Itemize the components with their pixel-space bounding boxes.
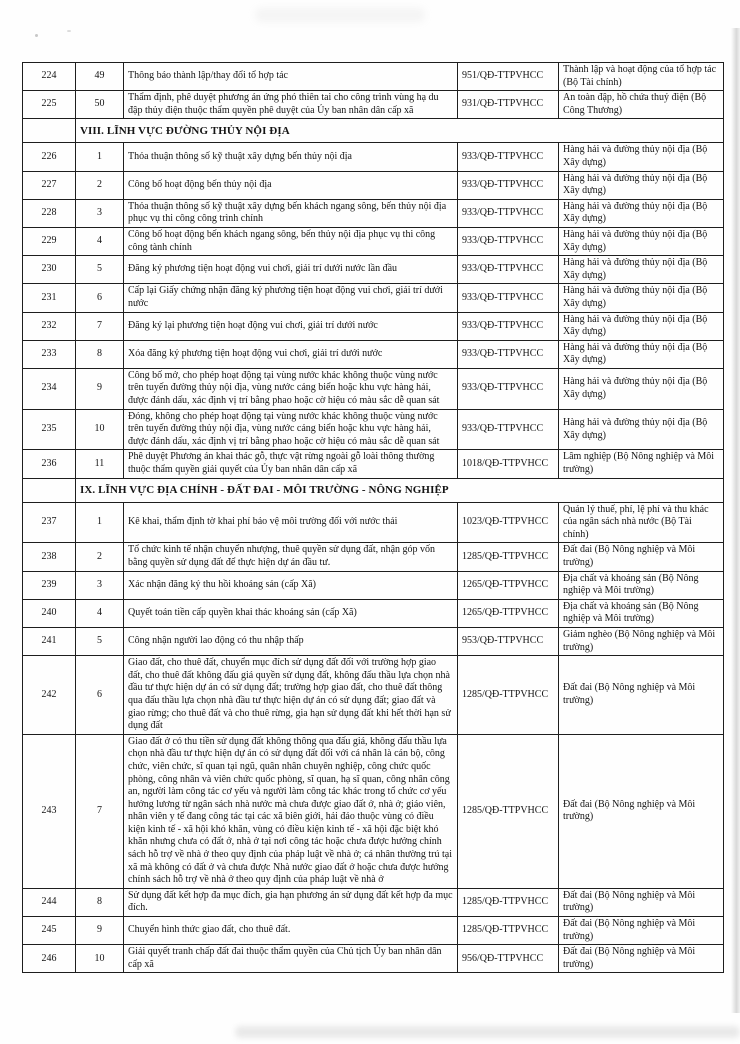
decision-code: 956/QĐ-TTPVHCC (458, 945, 559, 973)
row-number: 240 (23, 599, 76, 627)
scan-smear (235, 1026, 740, 1038)
decision-code: 1285/QĐ-TTPVHCC (458, 888, 559, 916)
procedure-name: Công bố hoạt động bến thủy nội địa (124, 171, 458, 199)
decision-code: 1285/QĐ-TTPVHCC (458, 656, 559, 735)
table-row (23, 888, 724, 916)
row-number: 230 (23, 256, 76, 284)
row-number: 241 (23, 627, 76, 655)
section-title: IX. LĨNH VỰC ĐỊA CHÍNH - ĐẤT ĐAI - MÔI TRƯỜNG - NÔNG NGHIỆP (76, 478, 724, 502)
table-row (23, 450, 724, 478)
row-sub-number: 11 (76, 450, 124, 478)
table-row (23, 143, 724, 171)
table-row (23, 409, 724, 450)
decision-code: 931/QĐ-TTPVHCC (458, 91, 559, 119)
row-sub-number: 8 (76, 888, 124, 916)
row-sub-number: 3 (76, 199, 124, 227)
row-sub-number: 49 (76, 63, 124, 91)
category-field: Thành lập và hoạt động của tổ hợp tác (Bộ Tài chính) (559, 63, 724, 91)
category-field: Quản lý thuế, phí, lệ phí và thu khác của ngân sách nhà nước (Bộ Tài chính) (559, 502, 724, 543)
category-field: An toàn đập, hồ chứa thuỷ điện (Bộ Công Thương) (559, 91, 724, 119)
row-number: 235 (23, 409, 76, 450)
procedure-name: Công bố hoạt động bến khách ngang sông, bến thủy nội địa phục vụ thi công công tành chính (124, 227, 458, 255)
table-row (23, 284, 724, 312)
table-row (23, 63, 724, 91)
decision-code: 933/QĐ-TTPVHCC (458, 256, 559, 284)
procedure-name: Thỏa thuận thông số kỹ thuật xây dựng bến khách ngang sông, bến thủy nội địa phục vụ thi công công trình chính (124, 199, 458, 227)
decision-code: 1285/QĐ-TTPVHCC (458, 734, 559, 888)
row-sub-number: 8 (76, 340, 124, 368)
row-sub-number: 6 (76, 284, 124, 312)
category-field: Hàng hải và đường thủy nội địa (Bộ Xây dựng) (559, 340, 724, 368)
category-field: Hàng hải và đường thủy nội địa (Bộ Xây dựng) (559, 284, 724, 312)
row-number: 229 (23, 227, 76, 255)
section-header-row (23, 119, 724, 143)
category-field: Hàng hải và đường thủy nội địa (Bộ Xây dựng) (559, 312, 724, 340)
decision-code: 933/QĐ-TTPVHCC (458, 340, 559, 368)
row-sub-number: 5 (76, 627, 124, 655)
row-number: 238 (23, 543, 76, 571)
category-field: Lâm nghiệp (Bộ Nông nghiệp và Môi trường) (559, 450, 724, 478)
table-row (23, 340, 724, 368)
procedure-name: Chuyển hình thức giao đất, cho thuê đất. (124, 917, 458, 945)
procedure-name: Đăng ký phương tiện hoạt động vui chơi, giải trí dưới nước lần đầu (124, 256, 458, 284)
decision-code: 933/QĐ-TTPVHCC (458, 368, 559, 409)
row-number: 239 (23, 571, 76, 599)
row-sub-number: 1 (76, 502, 124, 543)
procedure-name: Tổ chức kinh tế nhận chuyển nhượng, thuê quyền sử dụng đất, nhận góp vốn bằng quyền sử dụng đất để thực hiện dự án đầu tư. (124, 543, 458, 571)
table-row (23, 312, 724, 340)
table-row (23, 734, 724, 888)
procedure-name: Quyết toán tiền cấp quyền khai thác khoáng sản (cấp Xã) (124, 599, 458, 627)
procedure-name: Xác nhận đăng ký thu hồi khoáng sản (cấp Xã) (124, 571, 458, 599)
row-number: 233 (23, 340, 76, 368)
decision-code: 1018/QĐ-TTPVHCC (458, 450, 559, 478)
row-number: 236 (23, 450, 76, 478)
procedure-name: Sử dụng đất kết hợp đa mục đích, gia hạn phương án sử dụng đất kết hợp đa mục đích. (124, 888, 458, 916)
section-empty-cell (23, 478, 76, 502)
table-row (23, 227, 724, 255)
row-sub-number: 9 (76, 917, 124, 945)
procedure-name: Công bố mở, cho phép hoạt động tại vùng nước khác không thuộc vùng nước trên tuyến đường thủy nội địa, vùng nước cảng biển hoặc khu vực hàng hải, được đánh dấu, xác định vị trí bằng phao hoặc cờ hiệu có màu sắc dễ quan sát (124, 368, 458, 409)
table-row (23, 171, 724, 199)
row-number: 225 (23, 91, 76, 119)
category-field: Đất đai (Bộ Nông nghiệp và Môi trường) (559, 945, 724, 973)
section-empty-cell (23, 119, 76, 143)
procedure-name: Thông báo thành lập/thay đổi tổ hợp tác (124, 63, 458, 91)
row-sub-number: 2 (76, 171, 124, 199)
procedure-name: Công nhận người lao động có thu nhập thấp (124, 627, 458, 655)
table-row (23, 543, 724, 571)
category-field: Hàng hải và đường thủy nội địa (Bộ Xây dựng) (559, 368, 724, 409)
row-sub-number: 4 (76, 227, 124, 255)
decision-code: 933/QĐ-TTPVHCC (458, 227, 559, 255)
procedures-table (22, 62, 724, 973)
procedure-name: Thẩm định, phê duyệt phương án ứng phó thiên tai cho công trình vùng hạ du đập thủy điện thuộc thẩm quyền phê duyệt của Ủy ban nhân dân cấp xã (124, 91, 458, 119)
row-number: 228 (23, 199, 76, 227)
row-number: 245 (23, 917, 76, 945)
decision-code: 951/QĐ-TTPVHCC (458, 63, 559, 91)
category-field: Hàng hải và đường thủy nội địa (Bộ Xây dựng) (559, 227, 724, 255)
row-sub-number: 10 (76, 945, 124, 973)
table-row (23, 91, 724, 119)
row-number: 243 (23, 734, 76, 888)
procedure-name: Giao đất, cho thuê đất, chuyển mục đích sử dụng đất đối với trường hợp giao đất, cho thuê đất không đấu giá quyền sử dụng đất, không đấu thầu lựa chọn nhà đầu tư thực hiện dự án có sử dụng đất; trường hợp giao đất, cho thuê đất thông qua đấu thầu lựa chọn nhà đầu tư thực hiện dự án có sử dụng đất; giao đất và giao rừng; cho thuê đất và cho thuê rừng, gia hạn sử dụng đất khi hết thời hạn sử dụng đất (124, 656, 458, 735)
decision-code: 1265/QĐ-TTPVHCC (458, 571, 559, 599)
category-field: Đất đai (Bộ Nông nghiệp và Môi trường) (559, 917, 724, 945)
table-row (23, 599, 724, 627)
row-number: 231 (23, 284, 76, 312)
row-number: 237 (23, 502, 76, 543)
decision-code: 933/QĐ-TTPVHCC (458, 143, 559, 171)
row-sub-number: 3 (76, 571, 124, 599)
category-field: Đất đai (Bộ Nông nghiệp và Môi trường) (559, 888, 724, 916)
category-field: Hàng hải và đường thủy nội địa (Bộ Xây dựng) (559, 256, 724, 284)
table-row (23, 656, 724, 735)
decision-code: 1023/QĐ-TTPVHCC (458, 502, 559, 543)
row-number: 226 (23, 143, 76, 171)
category-field: Giảm nghèo (Bộ Nông nghiệp và Môi trường) (559, 627, 724, 655)
row-sub-number: 7 (76, 312, 124, 340)
category-field: Đất đai (Bộ Nông nghiệp và Môi trường) (559, 656, 724, 735)
decision-code: 953/QĐ-TTPVHCC (458, 627, 559, 655)
row-sub-number: 5 (76, 256, 124, 284)
procedure-name: Kê khai, thẩm định tờ khai phí bảo vệ môi trường đối với nước thải (124, 502, 458, 543)
procedure-name: Giao đất ở có thu tiền sử dụng đất không thông qua đấu giá, không đấu thầu lựa chọn nhà đầu tư thực hiện dự án có sử dụng đất đối với cá nhân là cán bộ, công chức, viên chức, sĩ quan tại ngũ, quân nhân chuyên nghiệp, công chức quốc phòng, công nhân và viên chức quốc phòng, sĩ quan, hạ sĩ quan, công nhân công an, người làm công tác cơ yếu và người làm công tác khác trong tổ chức cơ yếu hưởng lương từ ngân sách nhà nước mà chưa được giao đất ở, nhà ở; giáo viên, nhân viên y tế đang công tác tại các xã biên giới, hải đảo thuộc vùng có điều kiện kinh tế - xã hội khó khăn, vùng có điều kiện kinh tế - xã hội đặc biệt khó khăn nhưng chưa có đất ở, nhà ở tại nơi công tác hoặc chưa được hưởng chính sách hỗ trợ về nhà ở theo quy định của pháp luật về nhà ở; cá nhân thường trú tại xã mà không có đất ở và chưa được Nhà nước giao đất ở hoặc chưa được hưởng chính sách hỗ trợ về nhà ở theo quy định của pháp luật về nhà ở (124, 734, 458, 888)
table-row (23, 571, 724, 599)
table-row (23, 199, 724, 227)
category-field: Hàng hải và đường thủy nội địa (Bộ Xây dựng) (559, 171, 724, 199)
category-field: Hàng hải và đường thủy nội địa (Bộ Xây dựng) (559, 143, 724, 171)
procedure-name: Giải quyết tranh chấp đất đai thuộc thẩm quyền của Chủ tịch Ủy ban nhân dân cấp xã (124, 945, 458, 973)
table-row (23, 502, 724, 543)
decision-code: 933/QĐ-TTPVHCC (458, 171, 559, 199)
procedure-name: Đăng ký lại phương tiện hoạt động vui chơi, giải trí dưới nước (124, 312, 458, 340)
row-number: 224 (23, 63, 76, 91)
row-sub-number: 9 (76, 368, 124, 409)
procedure-name: Đóng, không cho phép hoạt động tại vùng nước khác không thuộc vùng nước trên tuyến đường thủy nội địa, vùng nước cảng biển hoặc khu vực hàng hải, được đánh dấu, xác định vị trí bằng phao hoặc cờ hiệu có màu sắc dễ quan sát (124, 409, 458, 450)
procedure-name: Cấp lại Giấy chứng nhận đăng ký phương tiện hoạt động vui chơi, giải trí dưới nước (124, 284, 458, 312)
row-sub-number: 50 (76, 91, 124, 119)
scan-speck (35, 34, 38, 37)
procedure-name: Thỏa thuận thông số kỹ thuật xây dựng bến thủy nội địa (124, 143, 458, 171)
row-sub-number: 10 (76, 409, 124, 450)
decision-code: 1285/QĐ-TTPVHCC (458, 917, 559, 945)
row-number: 246 (23, 945, 76, 973)
row-sub-number: 4 (76, 599, 124, 627)
row-sub-number: 1 (76, 143, 124, 171)
decision-code: 933/QĐ-TTPVHCC (458, 409, 559, 450)
decision-code: 933/QĐ-TTPVHCC (458, 199, 559, 227)
row-number: 232 (23, 312, 76, 340)
decision-code: 933/QĐ-TTPVHCC (458, 312, 559, 340)
scan-smudge (255, 8, 425, 22)
scan-edge-shadow (731, 28, 740, 1013)
row-number: 227 (23, 171, 76, 199)
row-sub-number: 2 (76, 543, 124, 571)
row-number: 242 (23, 656, 76, 735)
scan-speck (67, 30, 71, 32)
category-field: Địa chất và khoáng sản (Bộ Nông nghiệp và Môi trường) (559, 571, 724, 599)
row-sub-number: 6 (76, 656, 124, 735)
table-row (23, 917, 724, 945)
table-row (23, 368, 724, 409)
category-field: Địa chất và khoáng sản (Bộ Nông nghiệp và Môi trường) (559, 599, 724, 627)
decision-code: 1285/QĐ-TTPVHCC (458, 543, 559, 571)
procedure-name: Phê duyệt Phương án khai thác gỗ, thực vật rừng ngoài gỗ loài thông thường thuộc thẩm quyền giải quyết của Ủy ban nhân dân cấp xã (124, 450, 458, 478)
category-field: Đất đai (Bộ Nông nghiệp và Môi trường) (559, 543, 724, 571)
decision-code: 1265/QĐ-TTPVHCC (458, 599, 559, 627)
category-field: Đất đai (Bộ Nông nghiệp và Môi trường) (559, 734, 724, 888)
decision-code: 933/QĐ-TTPVHCC (458, 284, 559, 312)
section-header-row (23, 478, 724, 502)
category-field: Hàng hải và đường thủy nội địa (Bộ Xây dựng) (559, 409, 724, 450)
row-number: 234 (23, 368, 76, 409)
row-number: 244 (23, 888, 76, 916)
table-row (23, 945, 724, 973)
section-title: VIII. LĨNH VỰC ĐƯỜNG THỦY NỘI ĐỊA (76, 119, 724, 143)
category-field: Hàng hải và đường thủy nội địa (Bộ Xây dựng) (559, 199, 724, 227)
row-sub-number: 7 (76, 734, 124, 888)
table-row (23, 627, 724, 655)
table-row (23, 256, 724, 284)
procedure-name: Xóa đăng ký phương tiện hoạt động vui chơi, giải trí dưới nước (124, 340, 458, 368)
